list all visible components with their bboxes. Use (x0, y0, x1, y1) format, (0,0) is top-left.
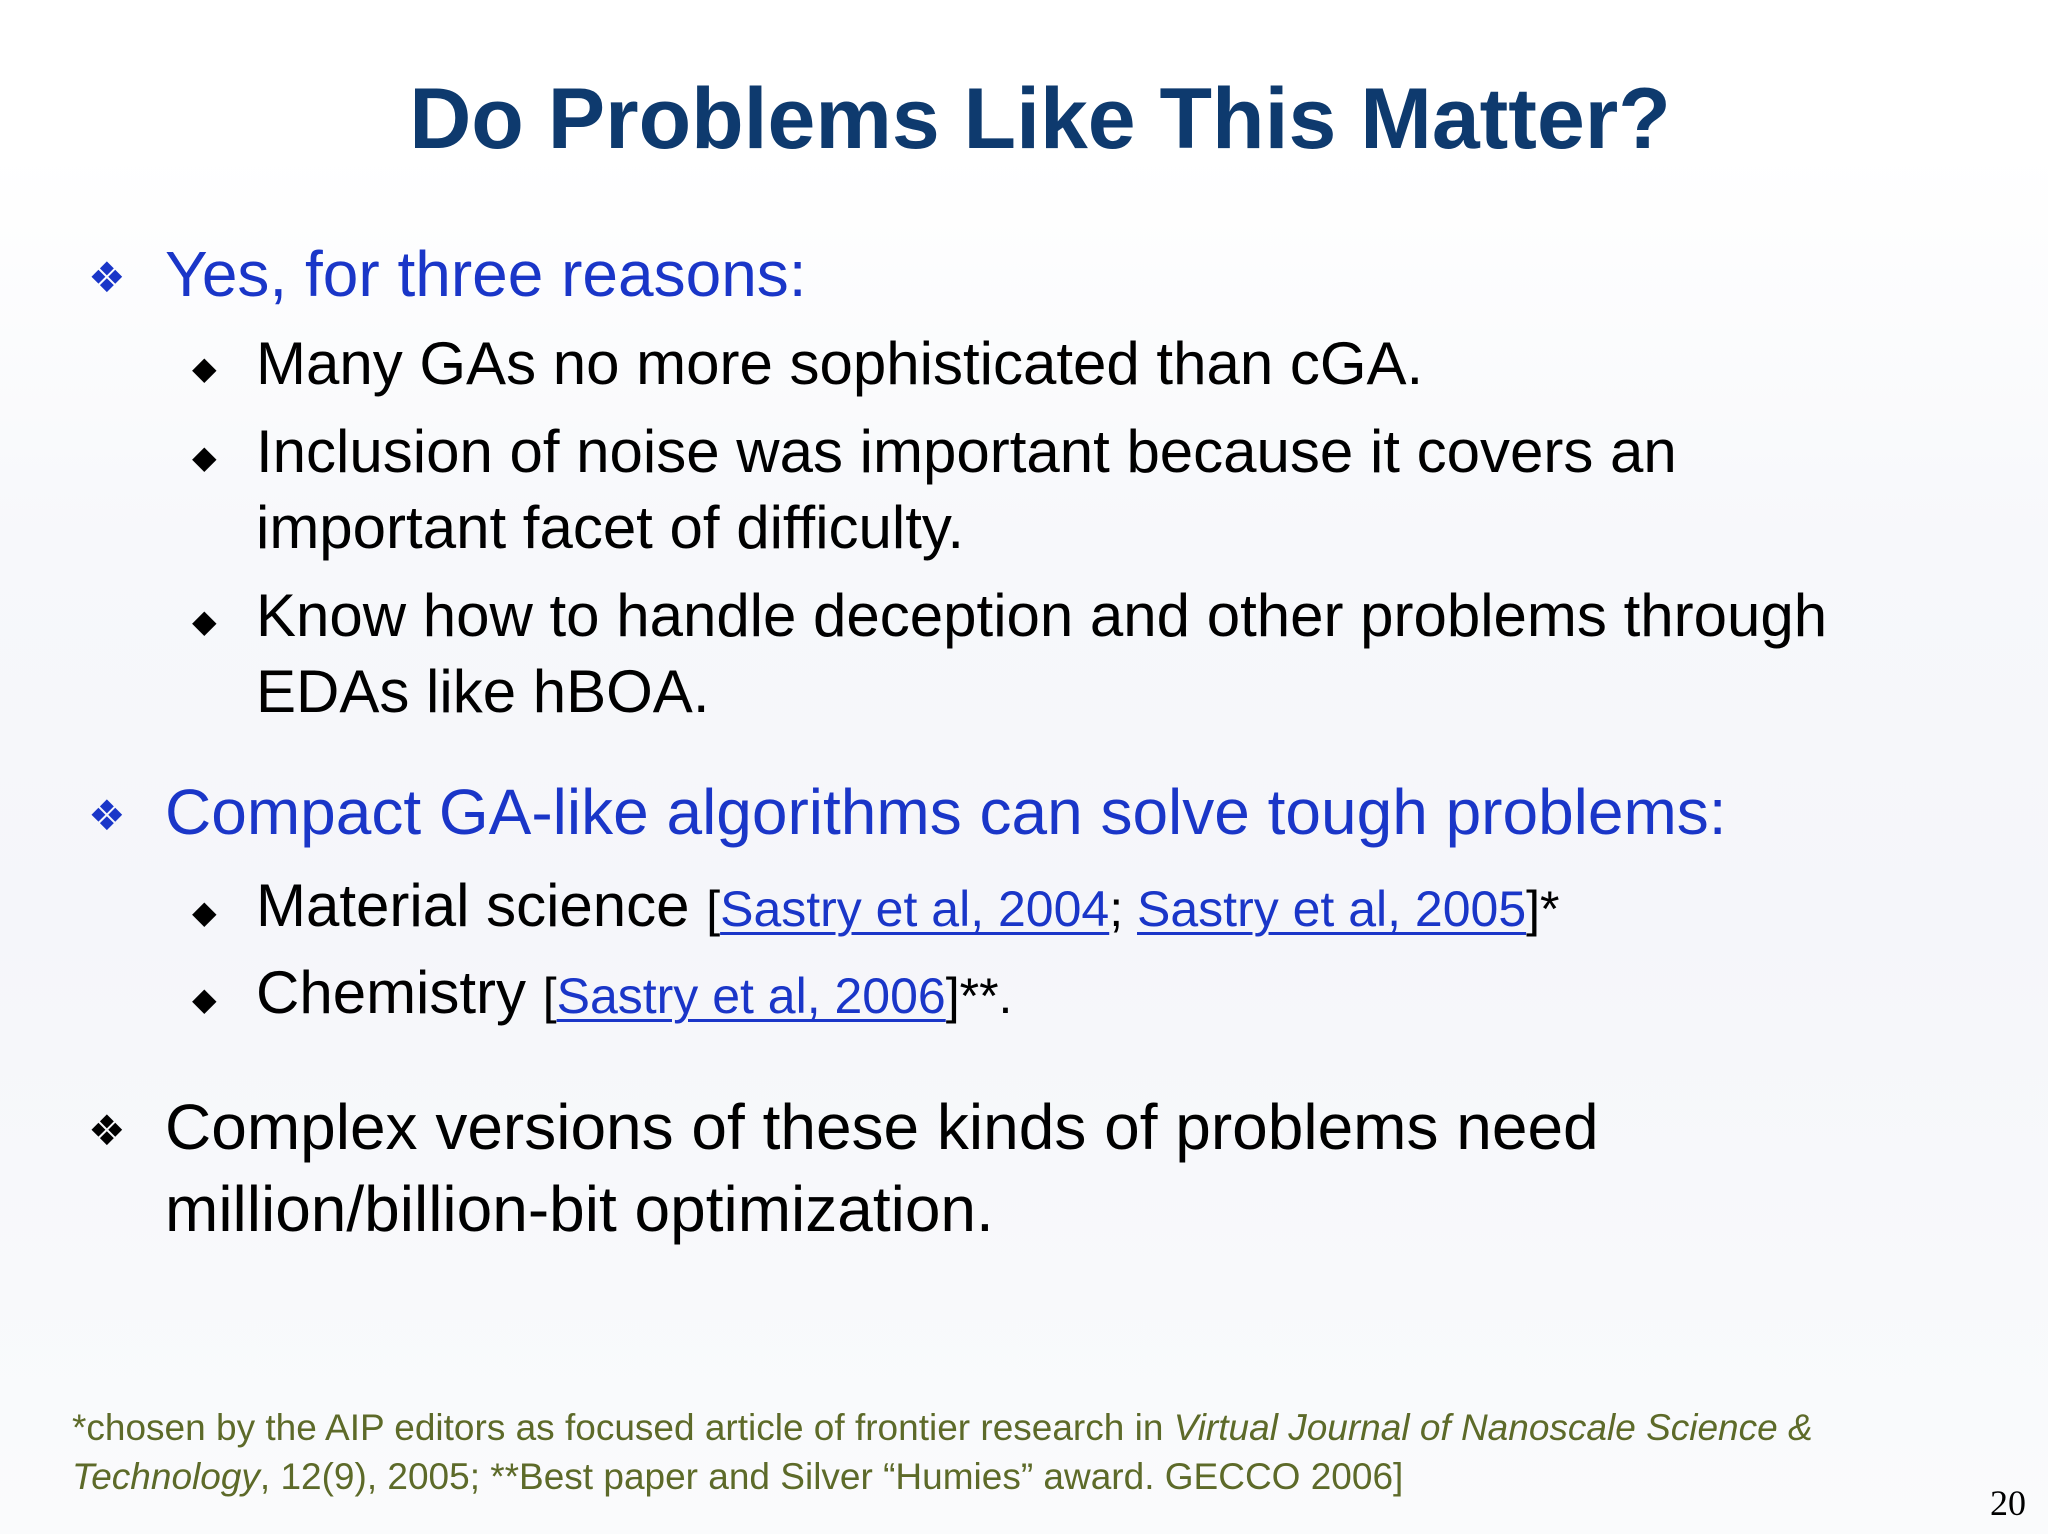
bullet-complex-line1: Complex versions of these kinds of problems need (165, 1091, 1599, 1163)
bullet-heading-reasons: Yes, for three reasons: (165, 238, 807, 310)
slide-title: Do Problems Like This Matter? (409, 71, 1671, 167)
four-diamond-bullet-icon: ❖ (88, 254, 126, 301)
chemistry-label: Chemistry (256, 959, 527, 1026)
link-sastry-2005[interactable]: Sastry et al, 2005 (1137, 881, 1527, 937)
diamond-bullet-icon: ◆ (192, 981, 217, 1017)
citation: [Sastry et al, 2004; Sastry et al, 2005]* (706, 881, 1560, 937)
footnote: *chosen by the AIP editors as focused article of frontier research in Virtual Journal of Nanoscale Science & Technology, 12(9), 2005; **Best paper and Silver “Humies” award. GECCO 2006] (72, 1407, 1813, 1497)
link-sastry-2004[interactable]: Sastry et al, 2004 (720, 881, 1110, 937)
sub-bullet-cga: Many GAs no more sophisticated than cGA. (256, 330, 1424, 397)
diamond-bullet-icon: ◆ (192, 439, 217, 475)
page-number: 20 (1990, 1483, 2026, 1523)
sub-bullet-deception-line2: EDAs like hBOA. (256, 658, 710, 725)
diamond-bullet-icon: ◆ (192, 603, 217, 639)
citation: [Sastry et al, 2006]**. (542, 968, 1013, 1024)
link-sastry-2006[interactable]: Sastry et al, 2006 (556, 968, 946, 1024)
bullet-complex-line2: million/billion-bit optimization. (165, 1173, 994, 1245)
bullet-heading-compact-ga: Compact GA-like algorithms can solve tough problems: (165, 776, 1727, 848)
sub-bullet-noise-line1: Inclusion of noise was important because it covers an (256, 418, 1677, 485)
journal-title: Virtual Journal of Nanoscale Science & (1173, 1407, 1813, 1448)
four-diamond-bullet-icon: ❖ (88, 792, 126, 839)
diamond-bullet-icon: ◆ (192, 350, 217, 386)
four-diamond-bullet-icon: ❖ (88, 1107, 126, 1154)
sub-bullet-deception-line1: Know how to handle deception and other problems through (256, 582, 1828, 649)
material-science-label: Material science (256, 872, 690, 939)
diamond-bullet-icon: ◆ (192, 894, 217, 930)
sub-bullet-chemistry (256, 955, 1012, 1034)
sub-bullet-material-science (256, 868, 1560, 947)
sub-bullet-noise-line2: important facet of difficulty. (256, 494, 965, 561)
journal-title-cont: Technology (72, 1456, 260, 1497)
